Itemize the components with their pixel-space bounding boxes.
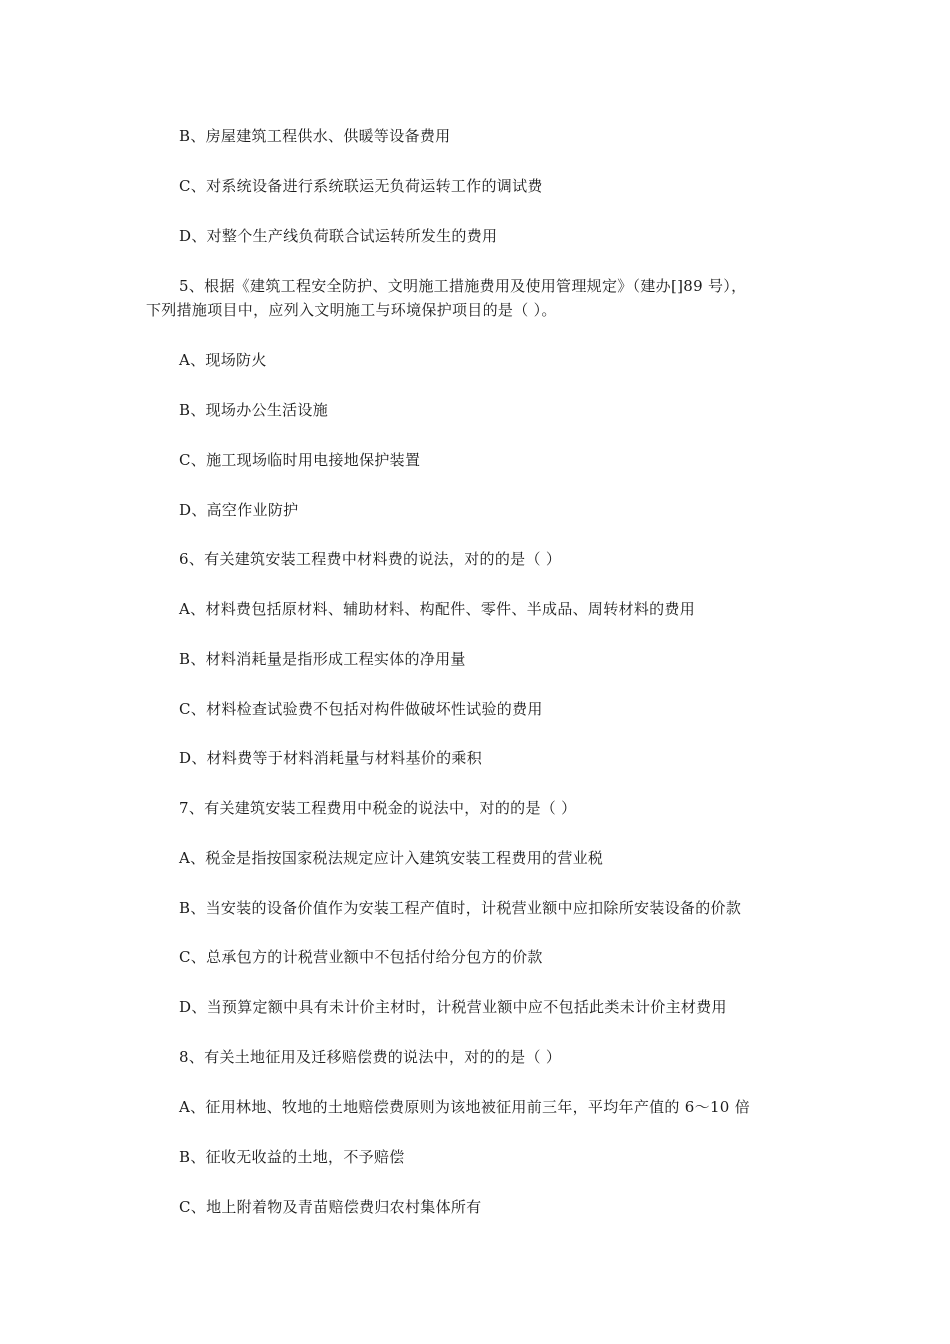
option-d-q6: D、材料费等于材料消耗量与材料基价的乘积 bbox=[179, 749, 483, 767]
option-b-q7: B、当安装的设备价值作为安装工程产值时，计税营业额中应扣除所安装设备的价款 bbox=[179, 899, 742, 917]
question-5-line-2: 下列措施项目中，应列入文明施工与环境保护项目的是（ ）。 bbox=[146, 301, 557, 319]
option-b-q8: B、征收无收益的土地，不予赔偿 bbox=[179, 1148, 405, 1166]
option-b-q5: B、现场办公生活设施 bbox=[179, 401, 329, 419]
option-d-q5: D、高空作业防护 bbox=[179, 501, 299, 519]
question-8: 8、有关土地征用及迁移赔偿费的说法中，对的的是（ ） bbox=[179, 1048, 562, 1066]
option-a-q5: A、现场防火 bbox=[179, 351, 267, 369]
option-b-q6: B、材料消耗量是指形成工程实体的净用量 bbox=[179, 650, 466, 668]
option-a-q6: A、材料费包括原材料、辅助材料、构配件、零件、半成品、周转材料的费用 bbox=[179, 600, 696, 618]
option-c-q8: C、地上附着物及青苗赔偿费归农村集体所有 bbox=[179, 1198, 482, 1216]
option-d-q7: D、当预算定额中具有未计价主材时，计税营业额中应不包括此类未计价主材费用 bbox=[179, 998, 727, 1016]
option-c-q7: C、总承包方的计税营业额中不包括付给分包方的价款 bbox=[179, 948, 543, 966]
option-a-q7: A、税金是指按国家税法规定应计入建筑安装工程费用的营业税 bbox=[179, 849, 604, 867]
option-d-q4: D、对整个生产线负荷联合试运转所发生的费用 bbox=[179, 227, 498, 245]
option-c-q4: C、对系统设备进行系统联运无负荷运转工作的调试费 bbox=[179, 177, 543, 195]
option-c-q5: C、施工现场临时用电接地保护装置 bbox=[179, 451, 421, 469]
option-c-q6: C、材料检查试验费不包括对构件做破坏性试验的费用 bbox=[179, 700, 543, 718]
option-b-q4: B、房屋建筑工程供水、供暖等设备费用 bbox=[179, 127, 451, 145]
option-a-q8: A、征用林地、牧地的土地赔偿费原则为该地被征用前三年，平均年产值的 6～10 倍 bbox=[179, 1098, 751, 1116]
question-6: 6、有关建筑安装工程费中材料费的说法，对的的是（ ） bbox=[179, 550, 562, 568]
question-7: 7、有关建筑安装工程费用中税金的说法中，对的的是（ ） bbox=[179, 799, 577, 817]
question-5-line-1: 5、根据《建筑工程安全防护、文明施工措施费用及使用管理规定》（建办[]89 号）， bbox=[179, 277, 747, 295]
